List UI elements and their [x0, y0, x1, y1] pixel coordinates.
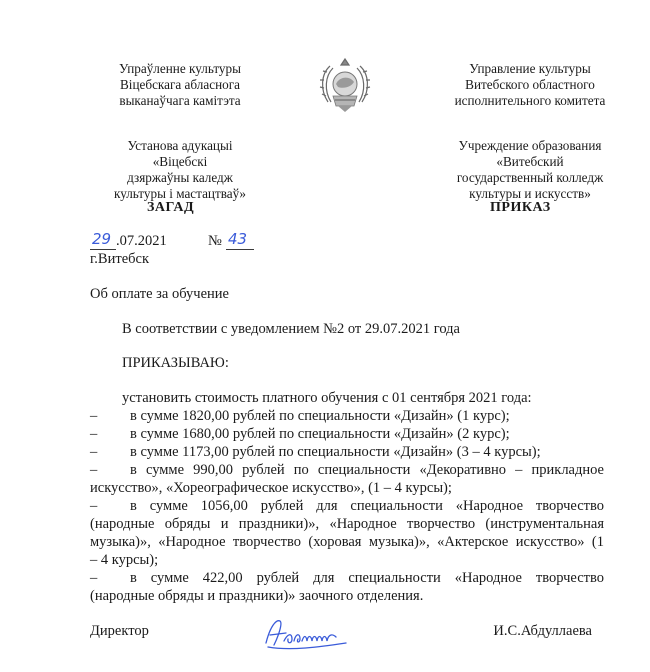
header-right-line: Витебского областного	[465, 77, 595, 92]
list-item-continuation: (народные обряды и праздники)», «Народное творчество (инструментальная	[90, 516, 604, 532]
list-item	[90, 444, 541, 461]
list-item	[90, 426, 510, 443]
list-item-continuation: искусство», «Хореографическое искусство», (1 – 4 курсы);	[90, 480, 452, 496]
city: г.Витебск	[90, 251, 149, 267]
header-right-line: «Витебский	[496, 154, 564, 169]
header-left-line: дзяржаўны каледж	[127, 170, 233, 185]
header-right-line: культуры и искусств»	[469, 186, 591, 201]
header-right-line: Учреждение образования	[458, 138, 602, 153]
list-dash: –	[90, 462, 98, 478]
handwritten-signature	[260, 613, 352, 655]
header-russian	[425, 61, 635, 202]
list-item-text: в сумме 1173,00 рублей по специальности «Дизайн» (3 – 4 курсы);	[130, 444, 541, 460]
list-item-text: в сумме 1056,00 рублей для специальности «Народное творчество	[130, 498, 604, 514]
header-belarusian	[80, 61, 280, 202]
list-item	[90, 570, 604, 587]
list-item-continuation: (народные обряды и праздники)» заочного отделения.	[90, 588, 424, 604]
header-right-line: исполнительного комитета	[454, 93, 606, 108]
title-prikaz: ПРИКАЗ	[490, 200, 551, 215]
title-zagad: ЗАГАД	[147, 200, 195, 215]
header-left-line: Віцебскага абласнога	[120, 77, 240, 92]
header-left-line: Установа адукацыі	[127, 138, 233, 153]
header-right-line: государственный колледж	[456, 170, 604, 185]
signature-block	[90, 621, 610, 661]
list-item-continuation: музыка)», «Народное творчество (хоровая музыка)», «Актерское искусство» (1	[90, 534, 604, 550]
list-dash: –	[90, 426, 98, 442]
header-left-line: «Віцебскі	[152, 154, 208, 169]
order-word: ПРИКАЗЫВАЮ:	[122, 355, 229, 371]
intro-paragraph: установить стоимость платного обучения с 01 сентября 2021 года:	[122, 390, 532, 406]
list-item	[90, 462, 604, 479]
state-emblem-icon	[318, 56, 372, 114]
list-item-continuation: – 4 курсы);	[90, 552, 159, 568]
list-item	[90, 408, 510, 425]
signatory-name: И.С.Абдуллаева	[493, 623, 592, 639]
header-left-line: культуры і мастацтваў»	[113, 186, 247, 201]
signatory-title: Директор	[90, 623, 149, 639]
header-right-line: Управление культуры	[469, 61, 591, 76]
list-dash: –	[90, 570, 98, 586]
order-number-handwritten: 43	[228, 230, 248, 248]
number-sign: №	[208, 233, 222, 249]
list-item-text: в сумме 1680,00 рублей по специальности «Дизайн» (2 курс);	[130, 426, 510, 442]
list-item-text: в сумме 1820,00 рублей по специальности «Дизайн» (1 курс);	[130, 408, 510, 424]
basis-paragraph: В соответствии с уведомлением №2 от 29.07.2021 года	[122, 321, 460, 337]
list-dash: –	[90, 408, 98, 424]
list-item-text: в сумме 422,00 рублей для специальности «Народное творчество	[130, 570, 604, 586]
list-item-text: в сумме 990,00 рублей по специальности «Декоративно – прикладное	[130, 462, 604, 478]
list-item	[90, 498, 604, 515]
list-dash: –	[90, 498, 98, 514]
header-left-line: Упраўленне культуры	[119, 61, 241, 76]
subject-line: Об оплате за обучение	[90, 286, 229, 302]
date-day-handwritten: 29	[92, 230, 112, 248]
list-dash: –	[90, 444, 98, 460]
date-month-year: .07.2021	[116, 233, 167, 249]
header-left-line: выканаўчага камітэта	[119, 93, 241, 108]
